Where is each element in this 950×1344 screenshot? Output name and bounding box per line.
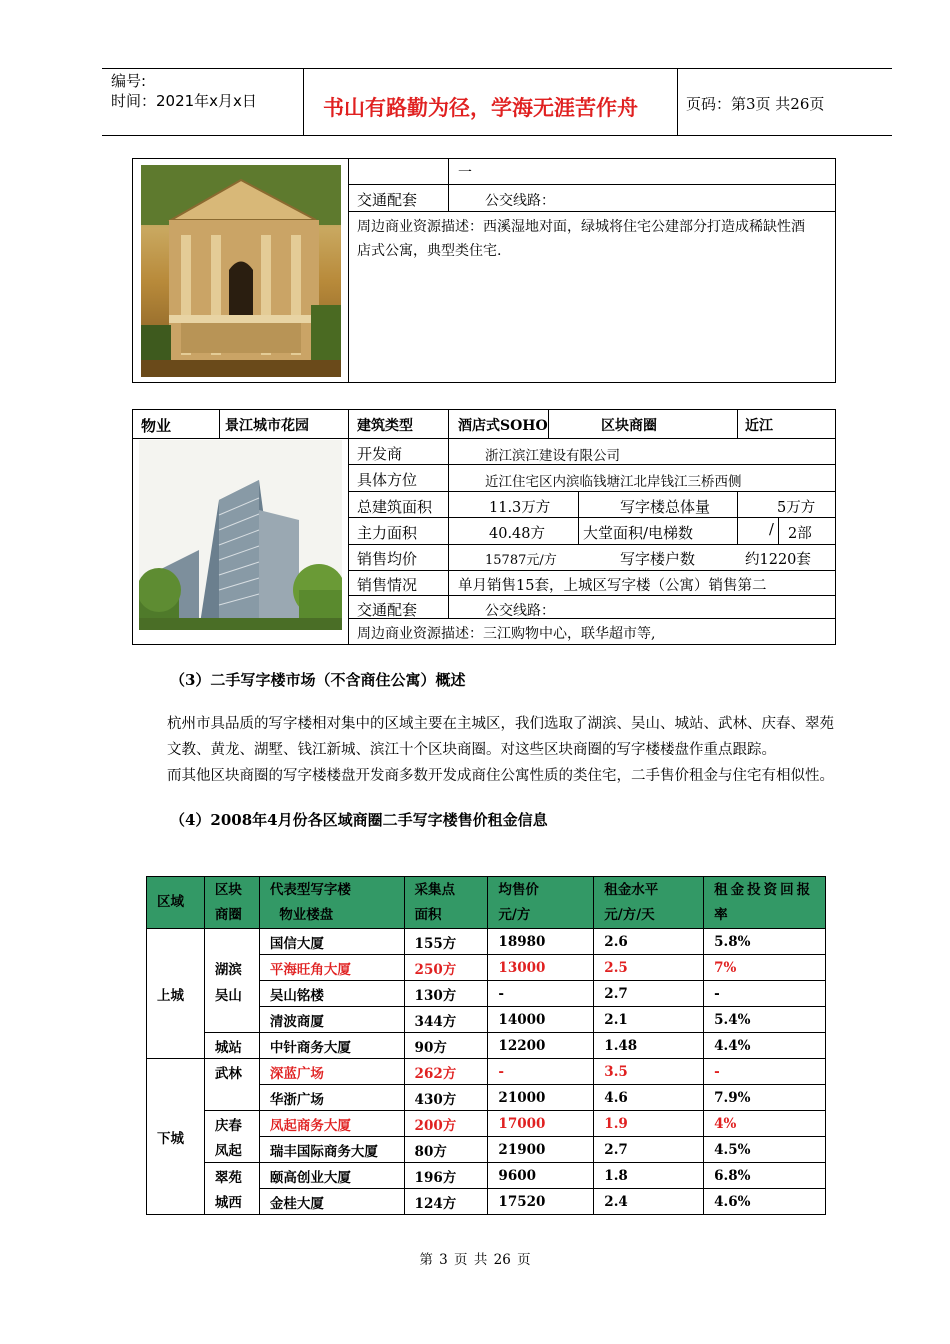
price-cell: 21900	[488, 1137, 594, 1163]
zone-cell: 庆春	[204, 1111, 259, 1137]
section3-para1-line2: 文教、黄龙、湖墅、钱江新城、滨江十个区块商圈。对这些区块商圈的写字楼楼盘作重点跟踪。	[167, 742, 776, 758]
developer-label: 开发商	[357, 445, 403, 463]
section3-heading: （3）二手写字楼市场（不含商住公寓）概述	[170, 671, 466, 689]
surroundings-line1: 周边商业资源描述：西溪湿地对面，绿城将住宅公建部分打造成稀缺性酒	[357, 219, 805, 235]
section3-para1-line1: 杭州市具品质的写字楼相对集中的区域主要在主城区，我们选取了湖滨、吴山、城站、武林、庆春、翠苑	[167, 716, 834, 732]
table-row	[147, 1137, 826, 1163]
price-cell: -	[488, 981, 594, 1007]
sales-value: 单月销售15套，上城区写字楼（公寓）销售第二	[458, 578, 767, 594]
zone-cell	[204, 1085, 259, 1111]
zone-cell	[204, 929, 259, 955]
region-cell: 上城	[147, 929, 205, 1059]
building-cell: 中针商务大厦	[259, 1033, 404, 1059]
building-cell: 凤起商务大厦	[259, 1111, 404, 1137]
zone-cell: 凤起	[204, 1137, 259, 1163]
price-cell: -	[488, 1059, 594, 1085]
price-cell: 14000	[488, 1007, 594, 1033]
yield-cell: 4%	[704, 1111, 826, 1137]
table-row	[147, 1189, 826, 1215]
price-cell: 12200	[488, 1033, 594, 1059]
header-rent-l2: 元/方/天	[604, 906, 655, 923]
header-building-l2: 物业楼盘	[279, 906, 334, 923]
zone-cell: 城站	[204, 1033, 259, 1059]
property-photo-tower	[139, 440, 342, 630]
table-row	[147, 1007, 826, 1033]
property-block-2	[132, 409, 836, 645]
building-cell: 清波商厦	[259, 1007, 404, 1033]
office-total-label: 写字楼总体量	[620, 498, 711, 516]
total-area-value: 11.3万方	[489, 500, 551, 516]
transport-label-2: 交通配套	[357, 601, 418, 619]
rent-cell: 2.7	[594, 981, 704, 1007]
building-cell: 瑞丰国际商务大厦	[259, 1137, 404, 1163]
lobby-label: 大堂面积/电梯数	[583, 524, 694, 542]
area-cell: 196方	[404, 1163, 488, 1189]
rent-cell: 1.8	[594, 1163, 704, 1189]
zone-cell	[204, 1007, 259, 1033]
price-cell: 13000	[488, 955, 594, 981]
yield-cell: 5.8%	[704, 929, 826, 955]
area-cell: 130方	[404, 981, 488, 1007]
price-value: 15787元/方	[485, 553, 557, 568]
header-zone-l2: 商圈	[214, 906, 242, 923]
rent-cell: 1.48	[594, 1033, 704, 1059]
main-area-label: 主力面积	[357, 524, 418, 542]
total-area-label: 总建筑面积	[357, 498, 433, 516]
main-area-value: 40.48方	[489, 526, 546, 542]
yield-cell: 6.8%	[704, 1163, 826, 1189]
table-row	[147, 1033, 826, 1059]
header-rent	[594, 877, 704, 929]
area-cell: 262方	[404, 1059, 488, 1085]
area-cell: 344方	[404, 1007, 488, 1033]
zone-cell: 翠苑	[204, 1163, 259, 1189]
header-price-l2: 元/方	[498, 906, 531, 923]
header-price	[488, 877, 594, 929]
section4-heading: （4）2008年4月份各区域商圈二手写字楼售价租金信息	[170, 811, 548, 829]
lobby-value-b: 2部	[788, 526, 812, 542]
table-row	[147, 1059, 826, 1085]
office-total-value: 5万方	[777, 500, 816, 516]
price-label: 销售均价	[357, 550, 418, 568]
rent-cell: 2.6	[594, 929, 704, 955]
area-cell: 250方	[404, 955, 488, 981]
rent-cell: 2.7	[594, 1137, 704, 1163]
table-row	[147, 1111, 826, 1137]
header-region: 区域	[147, 877, 205, 929]
header-yield-l2: 率	[714, 906, 728, 923]
building-cell: 平海旺角大厦	[259, 955, 404, 981]
header-rent-l1: 租金水平	[604, 881, 659, 898]
price-cell: 21000	[488, 1085, 594, 1111]
building-type-value: 酒店式SOHO	[458, 418, 548, 434]
zone-value: 近江	[745, 418, 773, 434]
region-cell: 下城	[147, 1059, 205, 1215]
yield-cell: 7%	[704, 955, 826, 981]
building-type-label: 建筑类型	[357, 418, 413, 434]
header-building-l1: 代表型写字楼	[269, 881, 351, 898]
yield-cell: 4.5%	[704, 1137, 826, 1163]
rent-cell: 2.4	[594, 1189, 704, 1215]
surroundings-line2: 店式公寓，典型类住宅.	[357, 243, 502, 259]
table-row	[147, 1163, 826, 1189]
property-block-1	[132, 158, 836, 383]
property-label: 物业	[141, 417, 172, 435]
area-cell: 430方	[404, 1085, 488, 1111]
header-area-l2: 面积	[414, 906, 442, 923]
area-cell: 80方	[404, 1137, 488, 1163]
location-value: 近江住宅区内滨临钱塘江北岸钱江三桥西侧	[485, 474, 742, 490]
header-page-label: 页码：第3页 共26页	[686, 95, 825, 113]
header-zone-l1: 区块	[214, 881, 242, 898]
table-header-row	[147, 877, 826, 929]
rent-cell: 4.6	[594, 1085, 704, 1111]
yield-cell: -	[704, 1059, 826, 1085]
area-cell: 200方	[404, 1111, 488, 1137]
surroundings-2: 周边商业资源描述：三江购物中心，联华超市等,	[357, 626, 656, 642]
area-cell: 124方	[404, 1189, 488, 1215]
units-label: 写字楼户数	[620, 550, 696, 568]
developer-value: 浙江滨江建设有限公司	[485, 448, 620, 464]
location-label: 具体方位	[357, 471, 418, 489]
document-number-label: 编号:	[111, 72, 147, 90]
rent-cell: 2.5	[594, 955, 704, 981]
building-cell: 华浙广场	[259, 1085, 404, 1111]
rent-cell: 1.9	[594, 1111, 704, 1137]
rent-price-table	[146, 876, 826, 1215]
area-cell: 155方	[404, 929, 488, 955]
zone-cell: 吴山	[204, 981, 259, 1007]
price-cell: 9600	[488, 1163, 594, 1189]
page-footer: 第 3 页 共 26 页	[419, 1252, 531, 1268]
transport-label: 交通配套	[357, 191, 418, 209]
document-time-label: 时间：2021年x月x日	[111, 92, 257, 110]
tower-illustration	[139, 440, 342, 630]
yield-cell: 4.6%	[704, 1189, 826, 1215]
property-photo-villa	[141, 165, 341, 377]
header-area-l1: 采集点	[414, 881, 456, 898]
property-value: 景江城市花园	[225, 418, 309, 434]
price-cell: 17000	[488, 1111, 594, 1137]
header-area	[404, 877, 488, 929]
yield-cell: -	[704, 981, 826, 1007]
building-cell: 吴山铭楼	[259, 981, 404, 1007]
building-cell: 金桂大厦	[259, 1189, 404, 1215]
zone-cell: 湖滨	[204, 955, 259, 981]
building-cell: 颐高创业大厦	[259, 1163, 404, 1189]
transport-value: 公交线路：	[485, 193, 555, 209]
area-cell: 90方	[404, 1033, 488, 1059]
header-price-l1: 均售价	[498, 881, 539, 898]
table-row	[147, 981, 826, 1007]
header-building	[259, 877, 404, 929]
table-row	[147, 955, 826, 981]
sales-label: 销售情况	[357, 576, 418, 594]
villa-illustration	[141, 165, 341, 377]
zone-cell: 武林	[204, 1059, 259, 1085]
section3-para2: 而其他区块商圈的写字楼楼盘开发商多数开发成商住公寓性质的类住宅，二手售价租金与住宅有相似性。	[167, 768, 834, 784]
units-value: 约1220套	[745, 552, 811, 568]
transport-value-2: 公交线路：	[485, 603, 555, 619]
zone-cell: 城西	[204, 1189, 259, 1215]
building-cell: 国信大厦	[259, 929, 404, 955]
header-yield-l1: 租金投资回报	[714, 881, 814, 898]
price-cell: 17520	[488, 1189, 594, 1215]
header-motto: 书山有路勤为径，学海无涯苦作舟	[323, 96, 638, 120]
yield-cell: 5.4%	[704, 1007, 826, 1033]
zone-label: 区块商圈	[601, 418, 657, 434]
rent-cell: 2.1	[594, 1007, 704, 1033]
lobby-value-a: /	[769, 522, 774, 538]
table-row	[147, 1085, 826, 1111]
yield-cell: 7.9%	[704, 1085, 826, 1111]
yield-cell: 4.4%	[704, 1033, 826, 1059]
header-zone	[204, 877, 259, 929]
row0-value: 一	[458, 165, 472, 181]
building-cell: 深蓝广场	[259, 1059, 404, 1085]
header-yield	[704, 877, 826, 929]
price-cell: 18980	[488, 929, 594, 955]
table-row	[147, 929, 826, 955]
rent-cell: 3.5	[594, 1059, 704, 1085]
